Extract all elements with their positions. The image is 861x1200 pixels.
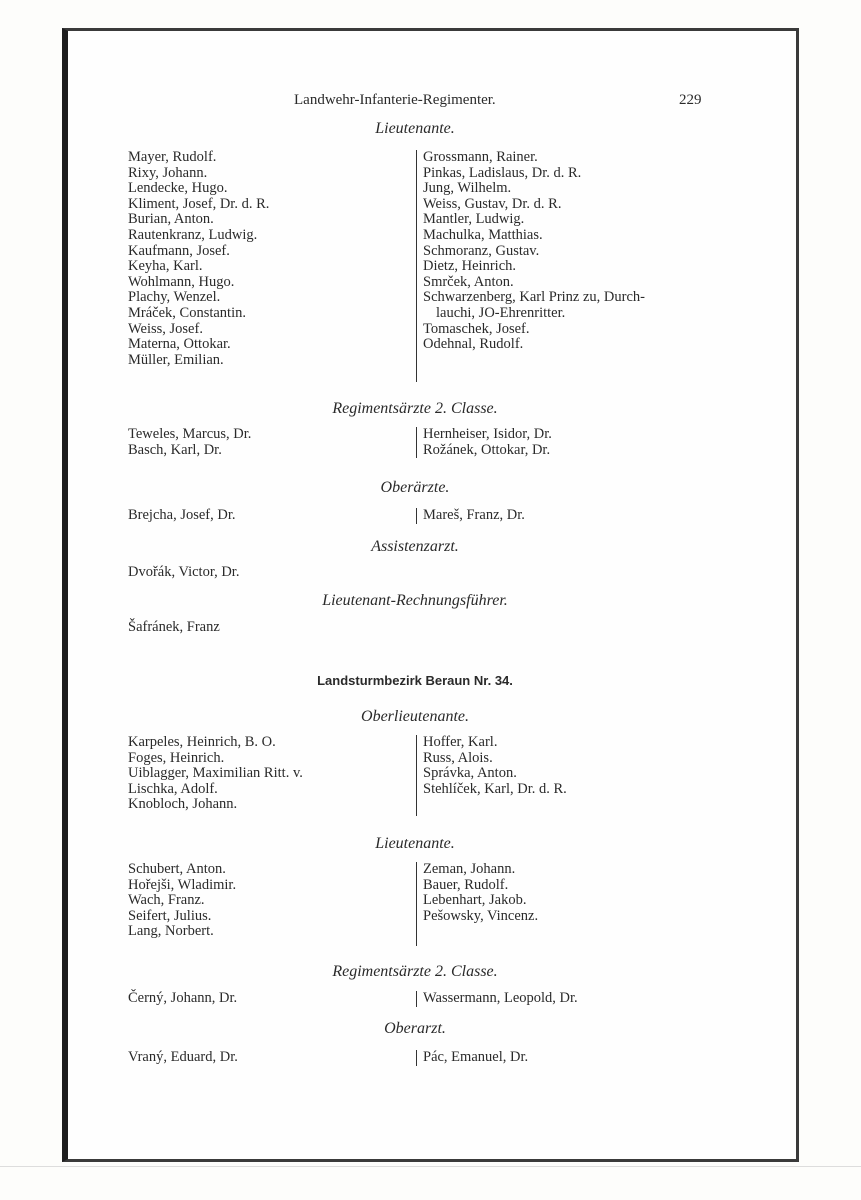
- name-entry: Wohlmann, Hugo.: [128, 273, 235, 290]
- name-entry: Basch, Karl, Dr.: [128, 441, 222, 458]
- section-title-oberlieutenante: Oberlieutenante.: [361, 708, 469, 725]
- running-head: Landwehr-Infanterie-Regimenter.: [294, 92, 496, 108]
- name-entry: lauchi, JO-Ehrenritter.: [436, 304, 566, 321]
- name-list-left: [128, 735, 303, 813]
- name-entry: Lischka, Adolf.: [128, 780, 218, 797]
- name-entry: Mantler, Ludwig.: [423, 211, 525, 228]
- page-number: 229: [679, 92, 702, 108]
- name-entry: Brejcha, Josef, Dr.: [128, 507, 236, 523]
- section-title-oberaerzte: Oberärzte.: [380, 479, 450, 496]
- name-list-right: [416, 150, 645, 382]
- name-list-left: [128, 508, 236, 524]
- name-entry: Vraný, Eduard, Dr.: [128, 1049, 238, 1065]
- name-entry: Seifert, Julius.: [128, 907, 212, 924]
- section-title-rechnungsfuehrer: Lieutenant-Rechnungsführer.: [322, 592, 508, 609]
- name-entry: Weiss, Josef.: [128, 320, 203, 337]
- scan-edge-line: [0, 1166, 861, 1167]
- name-entry: Uiblagger, Maximilian Ritt. v.: [128, 765, 303, 782]
- name-entry: Mayer, Rudolf.: [128, 149, 217, 165]
- name-list-left: [128, 620, 220, 636]
- name-entry: Knobloch, Johann.: [128, 796, 238, 813]
- name-entry: Dvořák, Victor, Dr.: [128, 564, 240, 580]
- name-entry: Jung, Wilhelm.: [423, 180, 512, 197]
- section-title-assistenzarzt: Assistenzarzt.: [371, 538, 459, 555]
- name-entry: Karpeles, Heinrich, B. O.: [128, 734, 276, 750]
- name-entry: Mareš, Franz, Dr.: [423, 507, 525, 523]
- name-entry: Smrček, Anton.: [423, 273, 514, 290]
- name-list-left: [128, 150, 269, 368]
- name-entry: Rixy, Johann.: [128, 164, 208, 181]
- name-entry: Lang, Norbert.: [128, 923, 214, 940]
- name-entry: Hernheiser, Isidor, Dr.: [423, 426, 552, 442]
- name-entry: Foges, Heinrich.: [128, 749, 225, 766]
- name-entry: Teweles, Marcus, Dr.: [128, 426, 252, 442]
- name-entry: Pinkas, Ladislaus, Dr. d. R.: [423, 164, 582, 181]
- name-entry: Weiss, Gustav, Dr. d. R.: [423, 195, 562, 212]
- name-list-right: [416, 1050, 528, 1066]
- section-title-regimentsaerzte: Regimentsärzte 2. Classe.: [332, 400, 498, 417]
- name-entry: Tomaschek, Josef.: [423, 320, 530, 337]
- name-entry: Mráček, Constantin.: [128, 304, 246, 321]
- name-entry: Odehnal, Rudolf.: [423, 336, 524, 353]
- name-list-right: [416, 508, 525, 524]
- name-entry: Burian, Anton.: [128, 211, 214, 228]
- name-list-left: [128, 427, 251, 458]
- name-entry: Kliment, Josef, Dr. d. R.: [128, 195, 270, 212]
- name-entry: Müller, Emilian.: [128, 351, 224, 368]
- name-list-right: [416, 991, 578, 1007]
- section-title-oberarzt: Oberarzt.: [384, 1020, 446, 1037]
- section-title-regimentsaerzte: Regimentsärzte 2. Classe.: [332, 963, 498, 980]
- section-title-lieutenante: Lieutenante.: [375, 120, 455, 137]
- name-entry: Správka, Anton.: [423, 765, 517, 782]
- name-entry: Šafránek, Franz: [128, 619, 220, 635]
- name-entry: Schmoranz, Gustav.: [423, 242, 540, 259]
- name-entry: Schwarzenberg, Karl Prinz zu, Durch-: [423, 289, 645, 306]
- district-heading: Landsturmbezirk Beraun Nr. 34.: [317, 673, 513, 688]
- name-list-right: [416, 735, 567, 816]
- name-list-left: [128, 565, 239, 581]
- name-list-left: [128, 1050, 238, 1066]
- name-entry: Schubert, Anton.: [128, 861, 226, 877]
- name-list-right: [416, 427, 552, 458]
- name-entry: Russ, Alois.: [423, 749, 493, 766]
- name-entry: Grossmann, Rainer.: [423, 149, 538, 165]
- name-entry: Keyha, Karl.: [128, 258, 203, 275]
- name-entry: Wassermann, Leopold, Dr.: [423, 990, 578, 1006]
- section-title-lieutenante: Lieutenante.: [375, 835, 455, 852]
- name-entry: Pešowsky, Vincenz.: [423, 907, 539, 924]
- name-entry: Wach, Franz.: [128, 892, 205, 909]
- name-entry: Černý, Johann, Dr.: [128, 990, 238, 1006]
- name-entry: Kaufmann, Josef.: [128, 242, 230, 259]
- name-entry: Rožánek, Ottokar, Dr.: [423, 441, 551, 458]
- name-entry: Zeman, Johann.: [423, 861, 516, 877]
- name-entry: Dietz, Heinrich.: [423, 258, 517, 275]
- name-entry: Stehlíček, Karl, Dr. d. R.: [423, 780, 567, 797]
- name-list-left: [128, 862, 236, 940]
- name-entry: Hoffer, Karl.: [423, 734, 498, 750]
- name-entry: Pác, Emanuel, Dr.: [423, 1049, 529, 1065]
- name-entry: Lebenhart, Jakob.: [423, 892, 527, 909]
- name-entry: Materna, Ottokar.: [128, 336, 231, 353]
- name-entry: Plachy, Wenzel.: [128, 289, 221, 306]
- name-list-left: [128, 991, 237, 1007]
- name-entry: Machulka, Matthias.: [423, 226, 543, 243]
- name-list-right: [416, 862, 538, 946]
- name-entry: Hořejši, Wladimir.: [128, 876, 237, 893]
- name-entry: Lendecke, Hugo.: [128, 180, 228, 197]
- name-entry: Rautenkranz, Ludwig.: [128, 226, 258, 243]
- name-entry: Bauer, Rudolf.: [423, 876, 509, 893]
